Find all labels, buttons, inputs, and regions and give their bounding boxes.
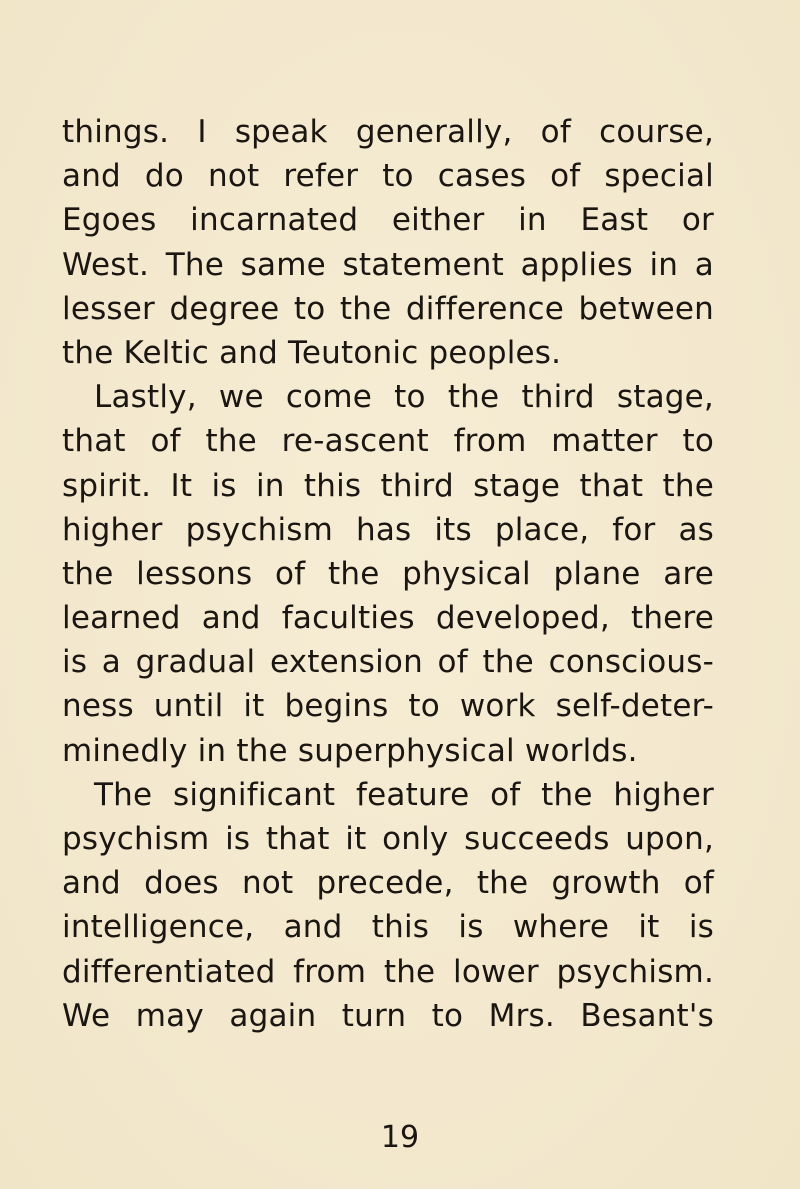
text-line: We may again turn to Mrs. Besant's	[62, 997, 714, 1034]
text-line: West. The same statement applies in a	[62, 246, 714, 283]
text-line: lesser degree to the difference between	[62, 290, 714, 327]
body-text	[62, 110, 714, 1038]
text-line: is a gradual extension of the conscious-	[62, 644, 714, 681]
text-line: spirit. It is in this third stage that the	[62, 467, 714, 504]
page-number: 19	[380, 1120, 420, 1155]
text-line: psychism is that it only succeeds upon,	[62, 821, 714, 857]
text-line: learned and faculties developed, there	[62, 600, 714, 637]
text-line: minedly in the superphysical worlds.	[62, 732, 638, 769]
text-line: Egoes incarnated either in East or	[62, 202, 714, 239]
text-line: intelligence, and this is where it is	[62, 909, 714, 946]
text-line: higher psychism has its place, for as	[62, 511, 714, 548]
text-line: differentiated from the lower psychism.	[62, 953, 714, 990]
text-line: Lastly, we come to the third stage,	[94, 379, 714, 416]
text-line: The significant feature of the higher	[94, 776, 714, 813]
text-line: that of the re-ascent from matter to	[62, 423, 714, 460]
text-line: the Keltic and Teutonic peoples.	[62, 334, 562, 371]
text-line: things. I speak generally, of course,	[62, 114, 714, 150]
text-line: and does not precede, the growth of	[62, 865, 714, 902]
text-line: the lessons of the physical plane are	[62, 555, 714, 592]
text-line: and do not refer to cases of special	[62, 158, 714, 195]
text-line: ness until it begins to work self-deter-	[62, 688, 714, 725]
